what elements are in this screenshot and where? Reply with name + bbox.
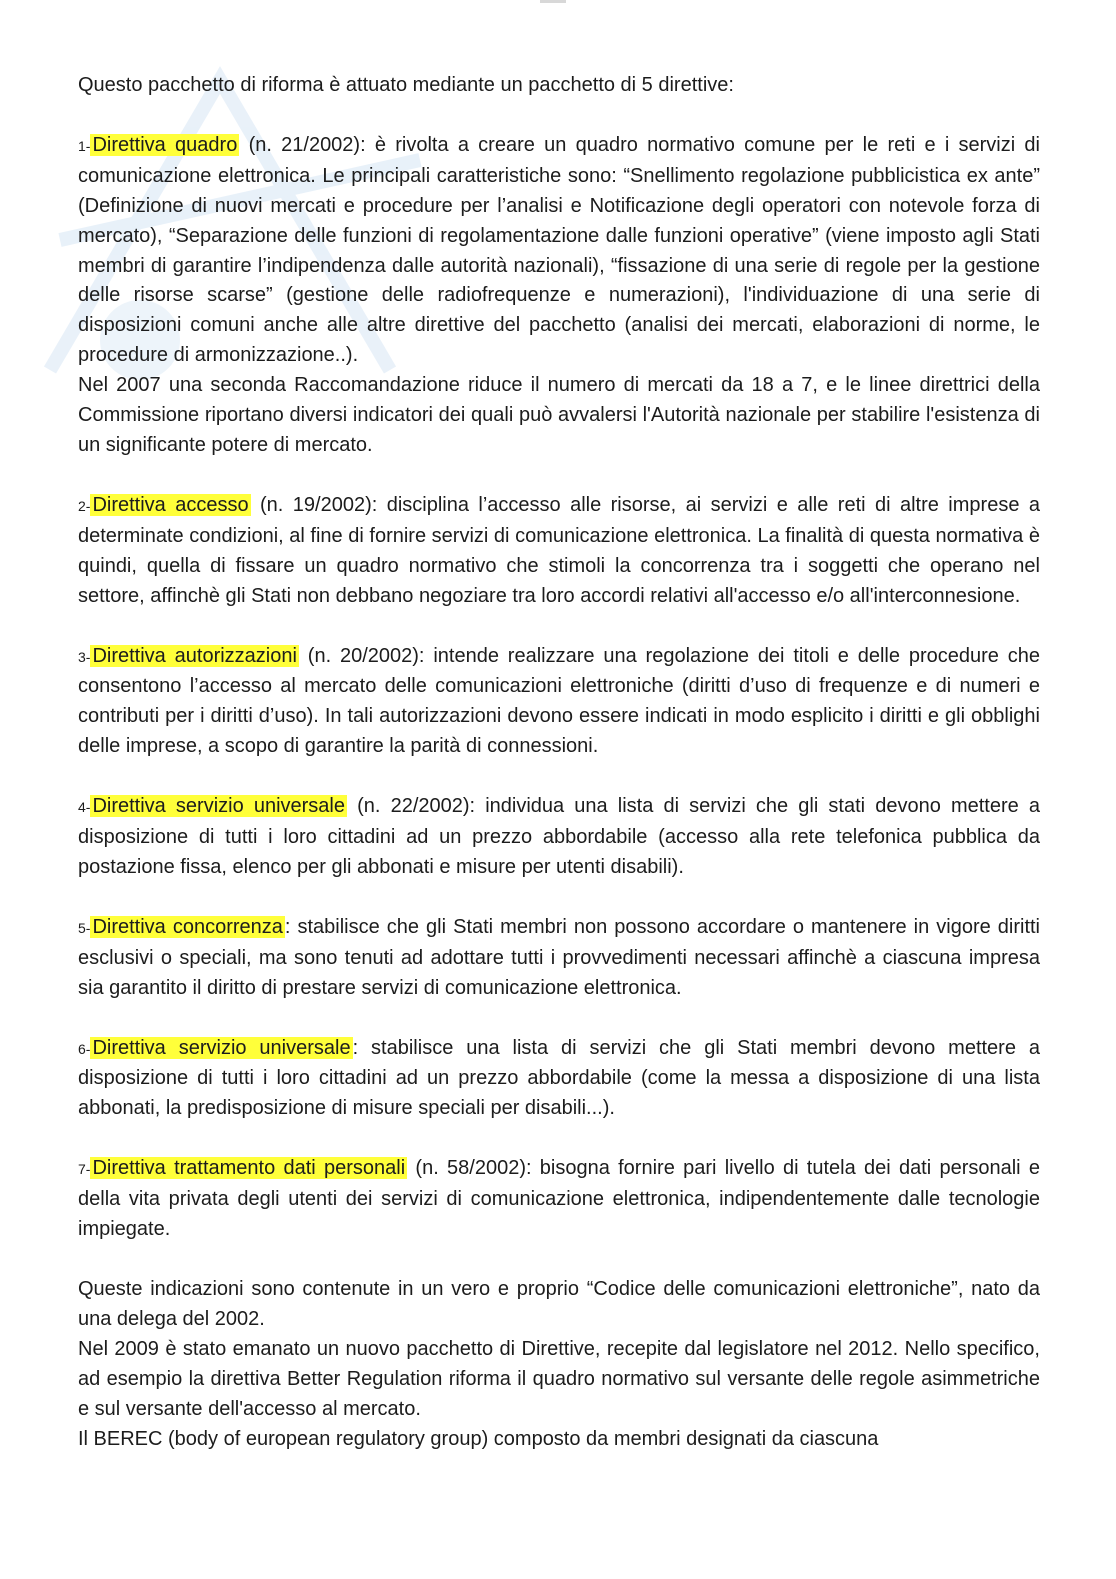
directive-name-highlight: Direttiva trattamento dati personali [92, 1157, 406, 1180]
directive-item [78, 642, 1040, 763]
list-number: 6- [78, 1040, 91, 1057]
closing-paragraph: Il BEREC (body of european regulatory group) composto da membri designati da ciascuna [78, 1427, 879, 1450]
directive-name-highlight: Direttiva autorizzazioni [92, 644, 297, 667]
list-number: 3- [78, 648, 91, 665]
directive-item [78, 491, 1040, 612]
directive-text: (n. 58/2002): bisogna fornire pari livello di tutela dei dati personali e della vita privata degli utenti dei servizi di comunicazione elettronica, indipendentemente dalle tecnologie impiegate. [78, 1157, 1040, 1241]
list-number: 1- [78, 137, 91, 154]
directive-text: (n. 21/2002): è rivolta a creare un quadro normativo comune per le reti e i servizi di comunicazione elettronica. Le principali caratteristiche sono: “Snellimento regolazione pubblicistica ex ante” (Definizione di nuovi mercati e procedure per l’analisi e Notificazione degli operatori con notevole forza di mercato), “Separazione delle funzioni di regolamentazione dalle funzioni operative” (viene imposto agli Stati membri di garantire l’indipendenza dalle autorità nazionali), “fissazione di una serie di regole per la gestione delle risorse scarse” (gestione delle radiofrequenze e numerazioni), l'individuazione di una serie di disposizioni comuni anche alle altre direttive del pacchetto (analisi dei mercati, elaborazioni di norme, le procedure di armonizzazione..). [78, 133, 1040, 367]
closing-paragraph: Queste indicazioni sono contenute in un vero e proprio “Codice delle comunicazioni elettroniche”, nato da una delega del 2002. [78, 1278, 1040, 1330]
directive-name-highlight: Direttiva quadro [92, 133, 238, 156]
list-number: 7- [78, 1161, 91, 1178]
directive-text: : stabilisce una lista di servizi che gli Stati membri devono mettere a disposizione di tutti i loro cittadini ad un prezzo abbordabile (come la messa a disposizione di una lista abbonati, la predisposizione di misure speciali per disabili...). [78, 1036, 1041, 1120]
directive-extra-paragraph: Nel 2007 una seconda Raccomandazione riduce il numero di mercati da 18 a 7, e le linee direttrici della Commissione riportano diversi indicatori dei quali può avvalersi l'Autorità nazionale per stabilire l'esistenza di un significante potere di mercato. [78, 374, 1040, 456]
list-number: 2- [78, 497, 91, 514]
document-body [78, 71, 1040, 1454]
closing-paragraph: Nel 2009 è stato emanato un nuovo pacchetto di Direttive, recepite dal legislatore nel 2012. Nello specifico, ad esempio la direttiva Better Regulation riforma il quadro normativo sul versante delle regole asimmetriche e sul versante dell'accesso al mercato. [78, 1337, 1040, 1420]
directive-name-highlight: Direttiva accesso [92, 493, 249, 516]
directive-item [78, 1154, 1040, 1245]
page-header-mark [540, 0, 566, 3]
directive-item [78, 1034, 1040, 1125]
directive-name-highlight: Direttiva servizio universale [92, 795, 345, 818]
directive-text: (n. 20/2002): intende realizzare una regolazione dei titoli e delle procedure che consentono l’accesso al mercato delle comunicazioni elettroniche (diritti d’uso di frequenze e di numeri e contributi per i diritti d’uso). In tali autorizzazioni devono essere indicati in modo esplicito i diritti e gli obblighi delle imprese, a scopo di garantire la parità di connessioni. [78, 644, 1040, 758]
directive-item [78, 131, 1040, 371]
directive-name-highlight: Direttiva servizio universale [92, 1036, 351, 1059]
directive-text: (n. 19/2002): disciplina l’accesso alle risorse, ai servizi e alle reti di altre imprese a determinate condizioni, al fine di fornire servizi di comunicazione elettronica. La finalità di questa normativa è quindi, quella di fissare un quadro normativo che stimoli la concorrenza tra i soggetti che operano nel settore, affinchè gli Stati non debbano negoziare tra loro accordi relativi all'accesso e/o all'interconnesione. [78, 493, 1040, 607]
list-number: 5- [78, 919, 91, 936]
list-number: 4- [78, 799, 91, 816]
directive-name-highlight: Direttiva concorrenza [92, 915, 283, 938]
directive-text: : stabilisce che gli Stati membri non possono accordare o mantenere in vigore diritti esclusivi o speciali, ma sono tenuti ad adottare tutti i provvedimenti necessari affinchè a ciascuna impresa sia garantito il diritto di prestare servizi di comunicazione elettronica. [78, 915, 1041, 999]
intro-paragraph: Questo pacchetto di riforma è attuato mediante un pacchetto di 5 direttive: [78, 74, 734, 96]
directive-text: (n. 22/2002): individua una lista di servizi che gli stati devono mettere a disposizione di tutti i loro cittadini ad un prezzo abbordabile (accesso alla rete telefonica pubblica da postazione fissa, elenco per gli abbonati e misure per utenti disabili). [78, 795, 1040, 878]
directive-item [78, 913, 1040, 1004]
directive-item [78, 792, 1040, 883]
